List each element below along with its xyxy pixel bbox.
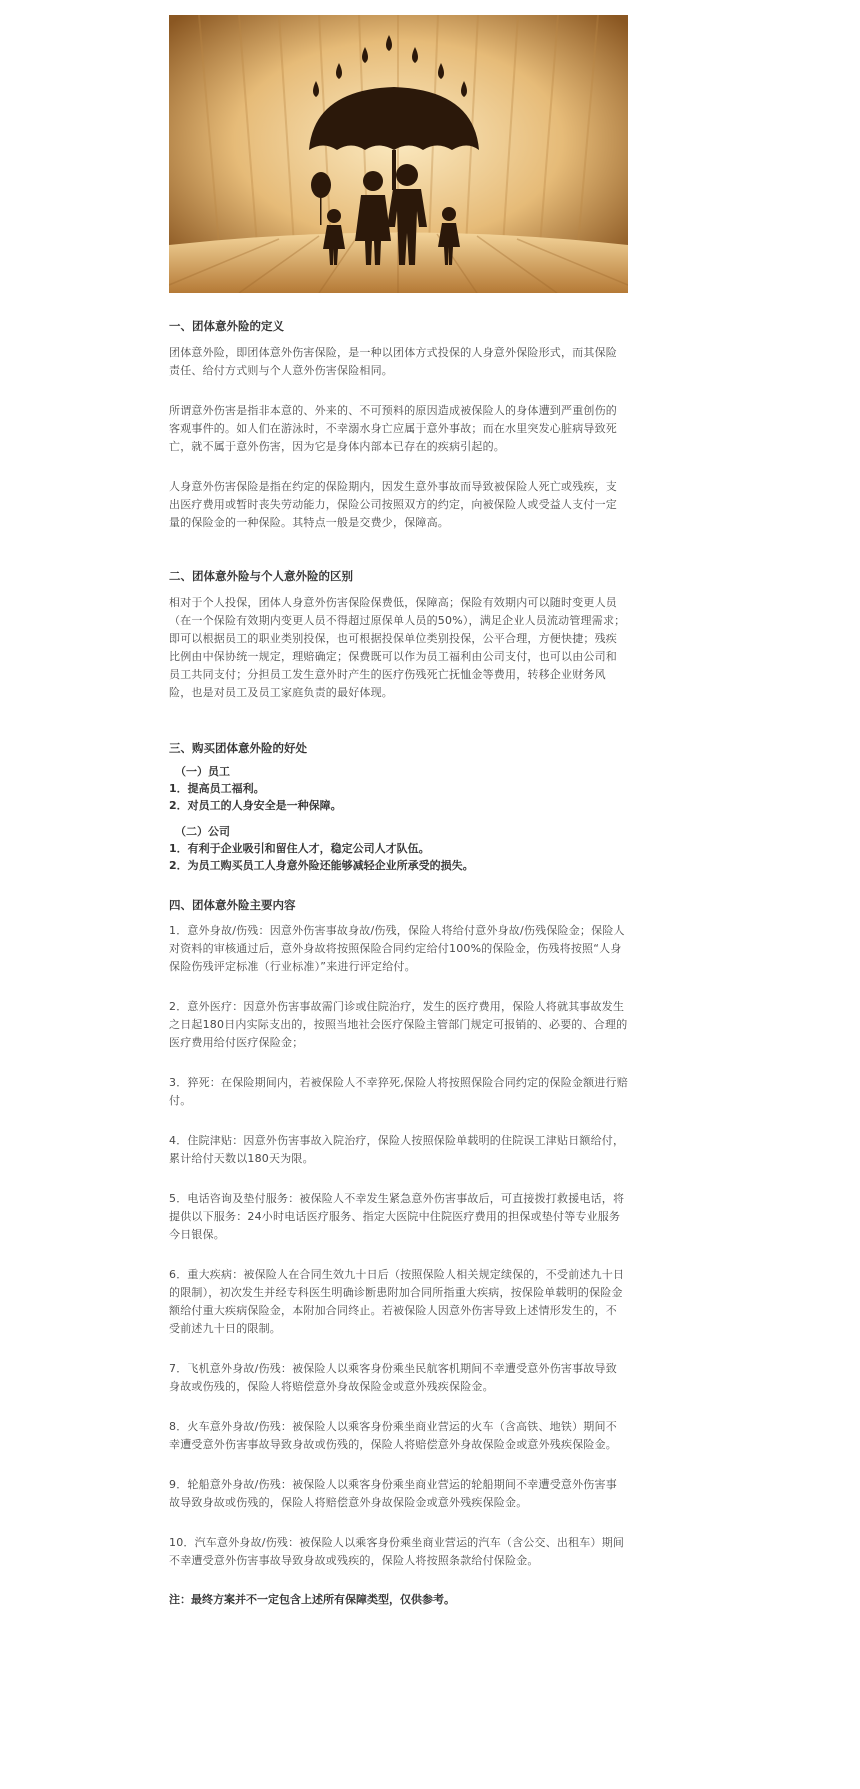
content-item-7: 7．飞机意外身故/伤残：被保险人以乘客身份乘坐民航客机期间不幸遭受意外伤害事故导致身故或伤残的，保险人将赔偿意外身故保险金或意外残疾保险金。 <box>169 1362 617 1393</box>
footnote: 注：最终方案并不一定包含上述所有保障类型，仅供参考。 <box>169 1593 455 1606</box>
section-2-title: 二、团体意外险与个人意外险的区别 <box>169 569 353 583</box>
content-item-10: 10．汽车意外身故/伤残：被保险人以乘客身份乘坐商业营运的汽车（含公交、出租车）期间不幸遭受意外伤害事故导致身故或残疾的，保险人将按照条款给付保险金。 <box>169 1536 625 1567</box>
company-benefit-1: 1．有利于企业吸引和留住人才，稳定公司人才队伍。 <box>169 842 430 855</box>
family-umbrella-image <box>169 15 628 293</box>
employee-benefit-1: 1．提高员工福利。 <box>169 782 265 795</box>
content-item-3: 3．猝死：在保险期间内，若被保险人不幸猝死,保险人将按照保险合同约定的保险金额进行赔付。 <box>169 1076 628 1107</box>
company-group-title: （二）公司 <box>175 825 230 838</box>
employee-group-title: （一）员工 <box>175 765 230 778</box>
section-2-paragraph: 相对于个人投保，团体人身意外伤害保险保费低，保障高；保险有效期内可以随时变更人员（在一个保险有效期内变更人员不得超过原保单人员的50%），满足企业人员流动管理需求；即可以根据员工的职业类别投保，也可根据投保单位类别投保，公平合理，方便快捷；残疾比例由中保协统一规定，理赔确定；保费既可以作为员工福利由公司支付，也可以由公司和员工共同支付；分担员工发生意外时产生的医疗伤残死亡抚恤金等费用，转移企业财务风险，也是对员工及员工家庭负责的最好体现。 <box>169 596 626 699</box>
content-item-5: 5．电话咨询及垫付服务：被保险人不幸发生紧急意外伤害事故后，可直接拨打救援电话，将提供以下服务：24小时电话医疗服务、指定大医院中住院医疗费用的担保或垫付等专业服务今日银保。 <box>169 1192 625 1241</box>
article <box>169 15 628 1608</box>
section-1-paragraph-3: 人身意外伤害保险是指在约定的保险期内，因发生意外事故而导致被保险人死亡或残疾，支出医疗费用或暂时丧失劳动能力，保险公司按照双方的约定，向被保险人或受益人支付一定量的保险金的一种保险。其特点一般是交费少，保障高。 <box>169 480 617 529</box>
content-item-2: 2．意外医疗：因意外伤害事故需门诊或住院治疗，发生的医疗费用，保险人将就其事故发生之日起180日内实际支出的，按照当地社会医疗保险主管部门规定可报销的、必要的、合理的医疗费用给付医疗保险金； <box>169 1000 628 1049</box>
section-4-title: 四、团体意外险主要内容 <box>169 898 296 912</box>
content-item-8: 8．火车意外身故/伤残：被保险人以乘客身份乘坐商业营运的火车（含高铁、地铁）期间不幸遭受意外伤害事故导致身故或伤残的，保险人将赔偿意外身故保险金或意外残疾保险金。 <box>169 1420 617 1451</box>
section-1-paragraph-2: 所谓意外伤害是指非本意的、外来的、不可预料的原因造成被保险人的身体遭到严重创伤的客观事件的。如人们在游泳时，不幸溺水身亡应属于意外事故；而在水里突发心脏病导致死亡，就不属于意外伤害，因为它是身体内部本已存在的疾病引起的。 <box>169 404 617 453</box>
company-benefit-2: 2．为员工购买员工人身意外险还能够减轻企业所承受的损失。 <box>169 859 474 872</box>
section-1-paragraph-1: 团体意外险，即团体意外伤害保险，是一种以团体方式投保的人身意外保险形式，而其保险责任、给付方式则与个人意外伤害保险相同。 <box>169 346 617 377</box>
content-item-6: 6．重大疾病：被保险人在合同生效九十日后（按照保险人相关规定续保的，不受前述九十日的限制），初次发生并经专科医生明确诊断患附加合同所指重大疾病，按保险单载明的保险金额给付重大疾病保险金，本附加合同终止。若被保险人因意外伤害导致上述情形发生的，不受前述九十日的限制。 <box>169 1268 625 1335</box>
content-item-9: 9．轮船意外身故/伤残：被保险人以乘客身份乘坐商业营运的轮船期间不幸遭受意外伤害事故导致身故或伤残的，保险人将赔偿意外身故保险金或意外残疾保险金。 <box>169 1478 617 1509</box>
section-3-title: 三、购买团体意外险的好处 <box>169 741 307 755</box>
content-item-4: 4．住院津贴：因意外伤害事故入院治疗，保险人按照保险单载明的住院误工津贴日额给付，累计给付天数以180天为限。 <box>169 1134 625 1165</box>
employee-benefit-2: 2．对员工的人身安全是一种保障。 <box>169 799 342 812</box>
content-item-1: 1．意外身故/伤残：因意外伤害事故身故/伤残，保险人将给付意外身故/伤残保险金；保险人对资料的审核通过后，意外身故将按照保险合同约定给付100%的保险金，伤残将按照“人身保险伤残评定标准（行业标准）”来进行评定给付。 <box>169 924 625 973</box>
section-1-title: 一、团体意外险的定义 <box>169 319 284 333</box>
